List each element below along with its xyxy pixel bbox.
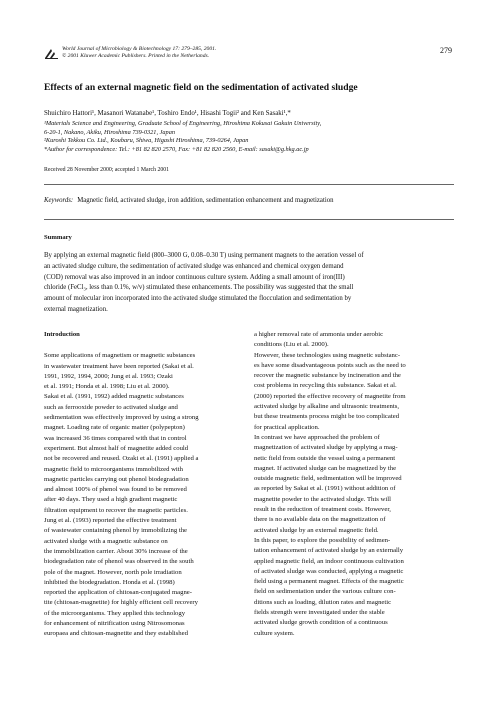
body-text-line: was increased 36 times compared with that in control — [44, 434, 187, 442]
page-number: 279 — [440, 46, 452, 55]
affiliations — [44, 120, 464, 154]
summary-line: chloride (FeCl₃, less than 0.1%, w/v) stimulated these enhancements. The possibility was suggested that the small — [44, 284, 354, 292]
body-text-line: for practical application. — [254, 423, 320, 431]
body-text-line: applied magnetic field, an indoor continuous cultivation — [254, 557, 404, 565]
divider — [44, 184, 454, 185]
left-column — [44, 330, 240, 640]
body-text-line: magnet. Loading rate of organic matter (polypepton) — [44, 424, 185, 432]
body-text-line: (2000) reported the effective recovery of magnetite from — [254, 392, 406, 400]
body-text-line: magnetite powder to the activated sludge. This will — [254, 495, 391, 503]
divider — [44, 219, 454, 220]
body-text-line: In this paper, to explore the possibility of sedimen- — [254, 536, 391, 544]
body-text-line: biodegradation rate of phenol was observed in the south — [44, 558, 194, 566]
publisher-logo-icon — [44, 47, 59, 60]
body-text-line: field using a permanent magnet. Effects of the magnetic — [254, 578, 404, 586]
body-text-line: Sakai et al. (1991, 1992) added magnetic substances — [44, 393, 184, 401]
body-text-line: activated sludge growth condition of a continuous — [254, 619, 388, 627]
body-text-line: for enhancement of nitrification using Nitrosomonas — [44, 620, 185, 628]
body-text-line: such as ferrooxide powder to activated sludge and — [44, 403, 178, 411]
body-text-line: 1991, 1992, 1994, 2000; Jung et al. 1993; Ozaki — [44, 372, 173, 380]
body-text-line: filtration equipment to recover the magnetic particles. — [44, 506, 188, 514]
summary-line: By applying an external magnetic field (800–3000 G, 0.08–0.30 T) using permanent magnets to the aeration vessel of — [44, 252, 364, 259]
author-list: Shuichiro Hattori¹, Masanori Watanabe¹, Toshiro Endo¹, Hisashi Togii² and Ken Sasaki¹,* — [44, 110, 291, 117]
body-text-line: result in the reduction of treatment costs. However, — [254, 506, 391, 514]
body-text-line: a higher removal rate of ammonia under aerobic — [254, 331, 384, 338]
body-text-line: activated sludge by alkaline and ultrasonic treatments, — [254, 403, 400, 411]
journal-line: World Journal of Microbiology & Biotechnology 17: 279–285, 2001. — [62, 46, 217, 52]
body-text-line: magnetization of activated sludge by applying a mag- — [254, 444, 398, 452]
article-title: Effects of an external magnetic field on the sedimentation of activated sludge — [44, 82, 358, 93]
body-text-line: es have some disadvantageous points such as the need to — [254, 361, 406, 369]
journal-citation — [62, 46, 216, 60]
body-text-line: fields strength were investigated under the stable — [254, 609, 385, 617]
summary-line: an activated sludge culture, the sedimentation of activated sludge was enhanced and chemical oxygen demand — [44, 262, 344, 270]
affiliation-line: ¹Materials Science and Engineering, Graduate School of Engineering, Hiroshima Kokusai Gakuin University, — [44, 120, 322, 127]
body-text-line: pole of the magnet. However, north pole irradiation — [44, 568, 182, 576]
body-text-line: sedimentation was effectively improved by using a strong — [44, 414, 199, 422]
body-text-line: Jung et al. (1993) reported the effective treatment — [44, 517, 177, 525]
body-text-line: of activated sludge was conducted, applying a magnetic — [254, 567, 404, 575]
body-text-line: magnetic field to microorganisms immobilized with — [44, 465, 183, 473]
body-text-line: the immobilization carrier. About 30% increase of the — [44, 547, 188, 555]
affiliation-line: ²Kuroshi Tekkou Co. Ltd., Koubaru, Shiwa, Higashi Hiroshima, 739-0264, Japan — [44, 137, 249, 144]
keywords — [44, 197, 334, 204]
summary-line: external magnetization. — [44, 305, 108, 313]
body-text-line: Some applications of magnetism or magnetic substances — [44, 352, 196, 360]
body-text-line: tite (chitosan-magnetite) for highly efficient cell recovery — [44, 599, 198, 607]
body-text-line: after 40 days. They used a high gradient magnetic — [44, 496, 178, 504]
body-text-line: et al. 1991; Honda et al. 1998; Liu et al. 2000). — [44, 383, 170, 391]
body-text-line: europaea and chitosan-magnetite and they established — [44, 630, 188, 638]
body-text-line: and almost 100% of phenol was found to be removed — [44, 486, 187, 494]
body-text-line: magnet. If activated sludge can be magnetized by the — [254, 464, 397, 472]
body-text-line: cost problems in recycling this substance. Sakai et al. — [254, 382, 397, 390]
copyright-line: © 2001 Kluwer Academic Publishers. Printed in the Netherlands. — [62, 53, 210, 59]
body-text-line: culture system. — [254, 629, 295, 637]
body-text-line: netic field from outside the vessel using a permanent — [254, 454, 396, 462]
body-text-line: activated sludge with a magnetic substance on — [44, 537, 168, 545]
body-text-line: In contrast we have approached the problem of — [254, 433, 380, 441]
keywords-text: Magnetic field, activated sludge, iron addition, sedimentation enhancement and magnetization — [77, 197, 334, 204]
body-text-line: experiment. But almost half of magnetite added could — [44, 444, 189, 452]
body-text-line: of the microorganisms. They applied this technology — [44, 609, 186, 617]
body-text-line: ditions such as loading, dilution rates and magnetic — [254, 598, 392, 606]
right-column — [254, 330, 450, 639]
body-text-line: not be recovered and reused. Ozaki et al. (1991) applied a — [44, 455, 199, 463]
body-text-line: activated sludge by an external magnetic field. — [254, 526, 379, 534]
body-text-line: tation enhancement of activated sludge by an externally — [254, 547, 404, 555]
body-text-line: as reported by Sakai et al. (1991) without addition of — [254, 485, 396, 493]
received-date: Received 28 November 2000; accepted 1 March 2001 — [44, 167, 170, 173]
summary-body — [44, 251, 454, 316]
affiliation-line: 6-20-1, Nakano, Akiku, Hiroshima 739-0321, Japan — [44, 128, 175, 136]
body-text-line: recover the magnetic substance by incineration and the — [254, 372, 401, 380]
body-text-line: However, these technologies using magnetic substanc- — [254, 351, 401, 359]
body-text-line: there is no available data on the magnetization of — [254, 516, 386, 524]
body-text-line: outside magnetic field, sedimentation will be improved — [254, 475, 402, 483]
summary-line: (COD) removal was also improved in an indoor continuous culture system. Adding a small amount of iron(III) — [44, 273, 345, 281]
correspondence-line: *Author for correspondence: Tel.: +81 82 820 2570, Fax: +81 82 820 2560, E-mail: sasaki@g.hkg.ac.jp — [44, 145, 309, 153]
body-text-line: reported the application of chitosan-conjugated magne- — [44, 589, 192, 597]
body-text-line: field on sedimentation under the various culture con- — [254, 588, 396, 596]
keywords-label: Keywords: — [44, 197, 74, 204]
body-text-line: conditions (Liu et al. 2000). — [254, 341, 329, 349]
body-text-line: of wastewater containing phenol by immobilizing the — [44, 527, 188, 535]
body-text-line: inhibited the biodegradation. Honda et al. (1998) — [44, 578, 175, 586]
summary-heading: Summary — [44, 234, 72, 241]
body-text-line: magnetic particles carrying out phenol biodegradation — [44, 475, 189, 483]
body-text-line: but these treatments process might be too complicated — [254, 413, 400, 421]
summary-line: amount of molecular iron incorporated into the activated sludge stimulated the flocculation and sedimentation by — [44, 295, 352, 303]
introduction-heading: Introduction — [44, 331, 80, 338]
body-text-line: in wastewater treatment have been reported (Sakai et al. — [44, 362, 194, 370]
